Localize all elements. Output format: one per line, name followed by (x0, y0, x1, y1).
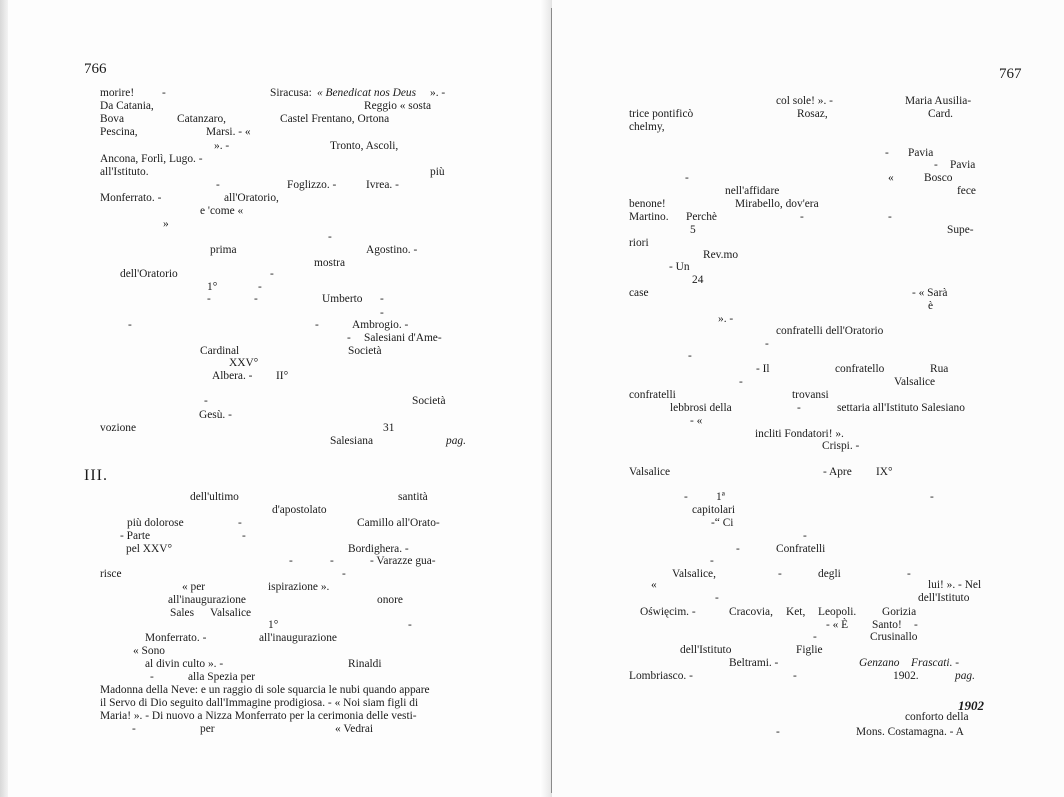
right_page-text-line: - (765, 338, 769, 350)
right_page-text-line: - (684, 491, 688, 503)
right_page-text-line: ». - (718, 313, 734, 325)
right_page-text-line: dell'Istituto (680, 644, 732, 656)
right_page-text-line: Valsalice, (672, 568, 716, 580)
right_page-text-line: - (907, 568, 911, 580)
right_page-text-line: conforto della (905, 711, 969, 723)
right_page-text-line: Maria Ausilia- (905, 95, 972, 107)
right_page-text-line: - (776, 726, 780, 738)
left_page-text-line: ». - (214, 140, 230, 152)
left_page-text-line: vozione (100, 422, 137, 434)
left_page-text-line: 1° (207, 281, 218, 293)
left_page-text-line: - (242, 530, 246, 542)
right_page-text-line: confratelli dell'Oratorio (776, 325, 884, 337)
left_page-text-line: Catanzaro, (177, 113, 227, 125)
right_page-text-line: Martino. (629, 211, 669, 223)
right_page-text-line: Mons. Costamagna. - A (856, 726, 964, 738)
left_page-text-line: risce (100, 568, 122, 580)
left_page-text-line: Da Catania, (100, 100, 154, 112)
right_page-text-line: - (800, 211, 804, 223)
left_page-text-line: Monferrato. - (100, 192, 162, 204)
right_page-text-line: Figlie (796, 644, 823, 656)
left_page-text-line: - (380, 293, 384, 305)
right_page-text-line: 1902. (893, 670, 919, 682)
right_page-text-line: Supe- (947, 224, 974, 236)
right_page-text-line: - (736, 543, 740, 555)
left_page-text-line: Albera. - (212, 370, 253, 382)
right_page-text-line: lebbrosi della (670, 402, 732, 414)
left_page-text-line: Ivrea. - (366, 179, 399, 191)
left_page-text-line: prima (210, 244, 237, 256)
right_page-text-line: - (888, 211, 892, 223)
right_page-text-line: Cracovia, (729, 606, 773, 618)
right_page-text-line: Pavia (950, 159, 976, 171)
right_page-text-line: 24 (692, 274, 704, 286)
right_page-text-line: 5 (690, 224, 696, 236)
left_page-text-line: il Servo di Dio seguito dall'Immagine prodigiosa. - « Noi siam figli di (100, 697, 419, 709)
right_page-text-line: Perchè (686, 211, 717, 223)
left_page-text-line: santità (398, 491, 428, 503)
left_page-text-line: Marsi. - « (206, 126, 251, 138)
right_page-text-line: confratelli (629, 389, 676, 401)
left_page-text-line: - (328, 231, 332, 243)
right_page-text-line: - (813, 631, 817, 643)
right_page-text-line: - (934, 159, 938, 171)
right_page-text-line: riori (629, 237, 649, 249)
left_page-text-line: - Varazze gua- (370, 555, 436, 567)
left_page-text-line: d'apostolato (272, 504, 327, 516)
left_page-text-line: dell'ultimo (190, 491, 239, 503)
left_page-text-line: Bova (100, 113, 125, 125)
left_page-text-line: « Benedicat nos Deus (317, 87, 417, 99)
right_page-text-line: - (778, 568, 782, 580)
left_page-text-line: XXV° (229, 357, 259, 369)
left_page-text-line: all'Oratorio, (224, 192, 279, 204)
right_page-text-line: Genzano (859, 657, 900, 669)
right_page-text-line: Crusinallo (870, 631, 918, 643)
right_page-text-line: Rua (930, 363, 949, 375)
left_page-text-line: - (380, 307, 384, 319)
right_page-text-line: Oświęcim. - (640, 606, 696, 618)
left_page-text-line: morire! (100, 87, 135, 99)
left_page-text-line: Salesiani d'Ame- (364, 332, 442, 344)
right_page-text-line: Valsalice (894, 376, 936, 388)
left_page-text-line: Umberto (322, 293, 363, 305)
right_page-text-line: col sole! ». - (776, 95, 833, 107)
left_page-text-line: - (207, 293, 211, 305)
right_page-text-line: Confratelli (776, 543, 826, 555)
left_page-text-line: alla Spezia per (188, 671, 256, 683)
right_page-text-line: « (651, 579, 657, 591)
left_page-text-line: - (204, 395, 208, 407)
left_page-text-line: - (254, 293, 258, 305)
right_page-text-line: Rev.mo (703, 249, 739, 261)
left_page-text-line: - (216, 179, 220, 191)
year-heading: 1902 (958, 698, 984, 713)
right_page-text-line: - « Sarà (912, 287, 948, 299)
left-page-edge (0, 0, 8, 797)
right_page-text-line: - (739, 376, 743, 388)
right_page-text-line: confratello (835, 363, 885, 375)
left_page-text-line: pag. (446, 435, 466, 447)
left_page-text-line: più (430, 166, 445, 178)
left_page-text-line: » (163, 218, 169, 230)
left_page-text-line: Società (412, 395, 446, 407)
left_page-text-line: Madonna della Neve: e un raggio di sole squarcia le nubi quando appare (100, 684, 430, 696)
right_page-text-line: - Un (669, 261, 690, 273)
right_page-text-line: - (914, 619, 918, 631)
left_page-text-line: - (330, 555, 334, 567)
left_page-text-line: per (200, 723, 215, 735)
right_page-text-line: Crispi. - (822, 440, 860, 452)
right_page-text-line: - Apre (823, 466, 852, 478)
right_page-text-line: case (629, 287, 649, 299)
left_page-text-line: mostra (314, 257, 346, 269)
left_page-text-line: - (128, 319, 132, 331)
left_page-text-line: Monferrato. - (145, 632, 207, 644)
right_page-text-line: - « (690, 415, 703, 427)
right_page-text-line: Rosaz, (797, 108, 828, 120)
left_page-text-line: - (132, 723, 136, 735)
left_page-text-line: - (150, 671, 154, 683)
right_page-text-line: pag. (955, 670, 975, 682)
right_page-text-line: Ket, (786, 606, 806, 618)
left_page-text-line: - (347, 332, 351, 344)
left_page-text-line: 1° (268, 619, 279, 631)
left_page-text-line: al divin culto ». - (145, 658, 224, 670)
right_page-text-line: trovansi (792, 389, 829, 401)
right_page-text-line: Beltrami. - (729, 657, 779, 669)
right_page-text-line: è (928, 300, 934, 312)
left_page-text-line: Camillo all'Orato- (357, 517, 440, 529)
right_page-text-line: Valsalice (629, 466, 671, 478)
left_page-text-line: - (258, 281, 262, 293)
left_page-text-line: dell'Oratorio (120, 268, 178, 280)
right_page-text-line: Mirabello, dov'era (735, 198, 819, 210)
right_page-text-line: -“ Ci (711, 517, 734, 529)
left_page-text-line: Salesiana (330, 435, 374, 447)
right_page-text-line: - (803, 530, 807, 542)
left_page-text-line: Ambrogio. - (352, 319, 409, 331)
left_page-text-line: - (162, 87, 166, 99)
left_page-text-line: 31 (383, 422, 395, 434)
right_page-text-line: - (688, 350, 692, 362)
right_page-text-line: - (797, 402, 801, 414)
right-page (552, 0, 1064, 797)
left_page-text-line: Sales (170, 607, 195, 619)
left_page-text-line: - (238, 517, 242, 529)
right-page-number: 767 (999, 66, 1022, 82)
left_page-text-line: Foglizzo. - (287, 179, 337, 191)
left_page-text-line: Rinaldi (348, 658, 382, 670)
left_page-text-line: - (289, 555, 293, 567)
left_page-text-line: Reggio « sosta (364, 100, 432, 112)
right_page-text-line: - « È (826, 619, 849, 631)
left_page-text-line: Siracusa: (270, 87, 312, 99)
right_page-text-line: IX° (876, 466, 893, 478)
right_page-text-line: incliti Fondatori! ». (755, 428, 844, 440)
right_page-text-line: degli (818, 568, 841, 580)
left_page-text-line: Valsalice (210, 607, 252, 619)
right_page-text-line: Leopoli. (818, 606, 857, 618)
left_page-text-line: Società (348, 345, 382, 357)
left_page-text-line: « Vedrai (335, 723, 374, 735)
left_page-text-line: più dolorose (127, 517, 184, 529)
right_page-text-line: - (710, 555, 714, 567)
right_page-text-line: settaria all'Istituto Salesiano (837, 402, 965, 414)
left_page-text-line: - (270, 268, 274, 280)
left_page-text-line: all'inaugurazione (259, 632, 337, 644)
left_page-text-line: II° (276, 370, 289, 382)
right_page-text-line: - (793, 670, 797, 682)
left_page-text-line: Cardinal (200, 345, 240, 357)
left_page-text-line: Pescina, (100, 126, 138, 138)
right_page-text-line: fece (957, 185, 976, 197)
right_page-text-line: capitolari (692, 504, 736, 516)
left_page-text-line: e 'come « (200, 205, 244, 217)
right_page-text-line: trice pontificò (629, 108, 694, 120)
right_page-text-line: Santo! (872, 619, 902, 631)
left_page-text-line: - (315, 319, 319, 331)
left_page-text-line: all'Istituto. (100, 166, 149, 178)
left_page-text-line: ». - (430, 87, 446, 99)
right_page-text-line: dell'Istituto (918, 592, 970, 604)
left-page-number: 766 (84, 61, 107, 77)
right_page-text-line: Pavia (908, 147, 934, 159)
right_page-text-line: Gorizia (882, 606, 917, 618)
right_page-text-line: nell'affidare (725, 185, 780, 197)
right_page-text-line: - (885, 147, 889, 159)
right_page-text-line: - Il (756, 363, 770, 375)
left_page-text-line: pel XXV° (126, 543, 172, 555)
left_page-text-line: onore (377, 594, 403, 606)
right_page-text-line: « (888, 172, 894, 184)
left_page-text-line: « Sono (133, 645, 165, 657)
left_page-text-line: all'inaugurazione (168, 594, 246, 606)
left_page-text-line: « per (182, 581, 206, 593)
chapter-heading: III. (84, 467, 108, 484)
right_page-text-line: lui! ». - Nel (928, 579, 982, 591)
right_page-text-line: Bosco (924, 172, 953, 184)
left_page-text-line: - Parte (120, 530, 151, 542)
left_page-text-line: Ancona, Forlì, Lugo. - (100, 153, 203, 165)
left_page-text-line: Maria! ». - Di nuovo a Nizza Monferrato per la cerimonia delle vesti- (100, 710, 417, 722)
right_page-text-line: chelmy, (629, 121, 665, 133)
right_page-text-line: - (715, 592, 719, 604)
right_page-text-line: Lombriasco. - (629, 670, 693, 682)
left_page-text-line: - (408, 619, 412, 631)
left_page-text-line: Gesù. - (199, 409, 232, 421)
left_page-text-line: Tronto, Ascoli, (330, 140, 399, 152)
left_page-text-line: - (342, 568, 346, 580)
right_page-text-line: Frascati. - (911, 657, 960, 669)
right_page-text-line: 1ª (716, 491, 725, 503)
right_page-text-line: - (685, 172, 689, 184)
right_page-text-line: Card. (928, 108, 953, 120)
right_page-text-line: benone! (629, 198, 666, 210)
left_page-text-line: Castel Frentano, Ortona (280, 113, 390, 125)
right_page-text-line: - (930, 491, 934, 503)
left_page-text-line: ispirazione ». (268, 581, 330, 593)
left_page-text-line: Agostino. - (366, 244, 418, 256)
left_page-text-line: Bordighera. - (348, 543, 409, 555)
